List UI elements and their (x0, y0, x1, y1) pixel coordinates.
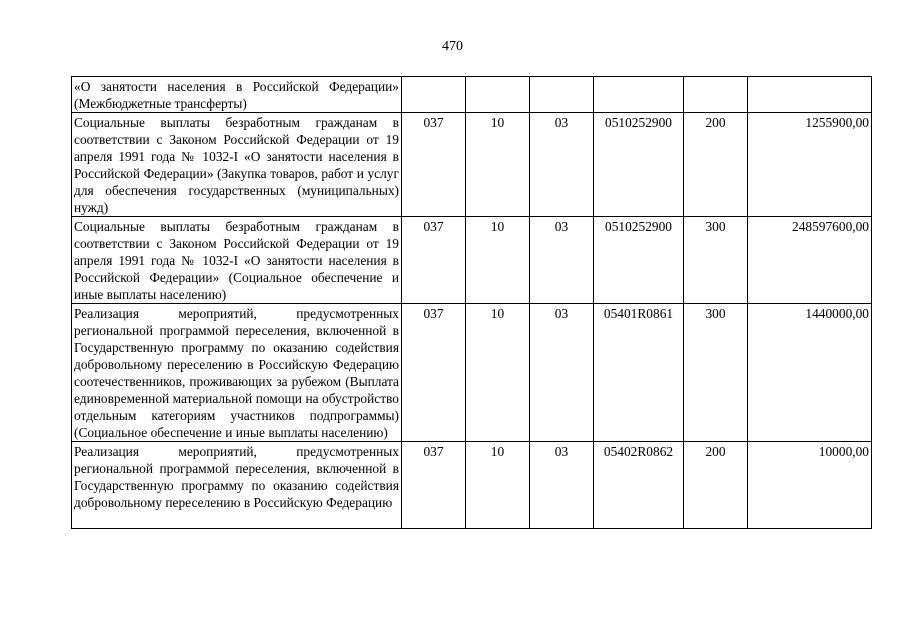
ministry-code: 037 (402, 304, 466, 442)
target-code: 0510252900 (594, 113, 684, 217)
target-code: 0510252900 (594, 217, 684, 304)
row-description: Социальные выплаты безработным гражданам в соответствии с Законом Российской Федерации от 19 апреля 1991 года № 1032-I «О занятости населения в Российской Федерации» (Социальное обеспечение и иные выплаты населению) (72, 217, 402, 304)
subsection-code: 03 (530, 442, 594, 529)
amount: 1440000,00 (748, 304, 872, 442)
page-number: 470 (442, 39, 463, 54)
amount: 10000,00 (748, 442, 872, 529)
row-description: Социальные выплаты безработным гражданам в соответствии с Законом Российской Федерации от 19 апреля 1991 года № 1032-I «О занятости населения в Российской Федерации» (Закупка товаров, работ и услуг для обеспечения государственных (муниципальных) нужд) (72, 113, 402, 217)
row-description: «О занятости населения в Российской Федерации» (Межбюджетные трансферты) (72, 77, 402, 113)
ministry-code: 037 (402, 113, 466, 217)
section-code: 10 (466, 217, 530, 304)
section-code: 10 (466, 442, 530, 529)
subsection-code: 03 (530, 304, 594, 442)
expense-type-code: 200 (684, 113, 748, 217)
expense-type-code: 300 (684, 217, 748, 304)
table-row (72, 77, 872, 113)
subsection-code (530, 77, 594, 113)
subsection-code: 03 (530, 217, 594, 304)
amount: 1255900,00 (748, 113, 872, 217)
expense-type-code: 300 (684, 304, 748, 442)
amount (748, 77, 872, 113)
expense-type-code (684, 77, 748, 113)
row-description-text: Реализация мероприятий, предусмотренных региональной программой переселения, включенной в Государственную программу по оказанию содействия добровольному переселению в Российскую Федерацию (74, 444, 399, 510)
target-code (594, 77, 684, 113)
row-description: Реализация мероприятий, предусмотренных региональной программой переселения, включенной в Государственную программу по оказанию содействия добровольному переселению в Российскую Федерацию соотечественников, проживающих за рубежом (Выплата единовременной материальной помощи на обустройство отдельным категориям участников подпрограммы) (Социальное обеспечение и иные выплаты населению) (72, 304, 402, 442)
section-code (466, 77, 530, 113)
target-code: 05402R0862 (594, 442, 684, 529)
ministry-code (402, 77, 466, 113)
ministry-code: 037 (402, 217, 466, 304)
table-row (72, 442, 872, 529)
expense-type-code: 200 (684, 442, 748, 529)
amount: 248597600,00 (748, 217, 872, 304)
subsection-code: 03 (530, 113, 594, 217)
table-row (72, 113, 872, 217)
target-code: 05401R0861 (594, 304, 684, 442)
table-row (72, 304, 872, 442)
section-code: 10 (466, 304, 530, 442)
table-row (72, 217, 872, 304)
budget-table (71, 76, 872, 529)
row-description (72, 442, 402, 529)
ministry-code: 037 (402, 442, 466, 529)
section-code: 10 (466, 113, 530, 217)
